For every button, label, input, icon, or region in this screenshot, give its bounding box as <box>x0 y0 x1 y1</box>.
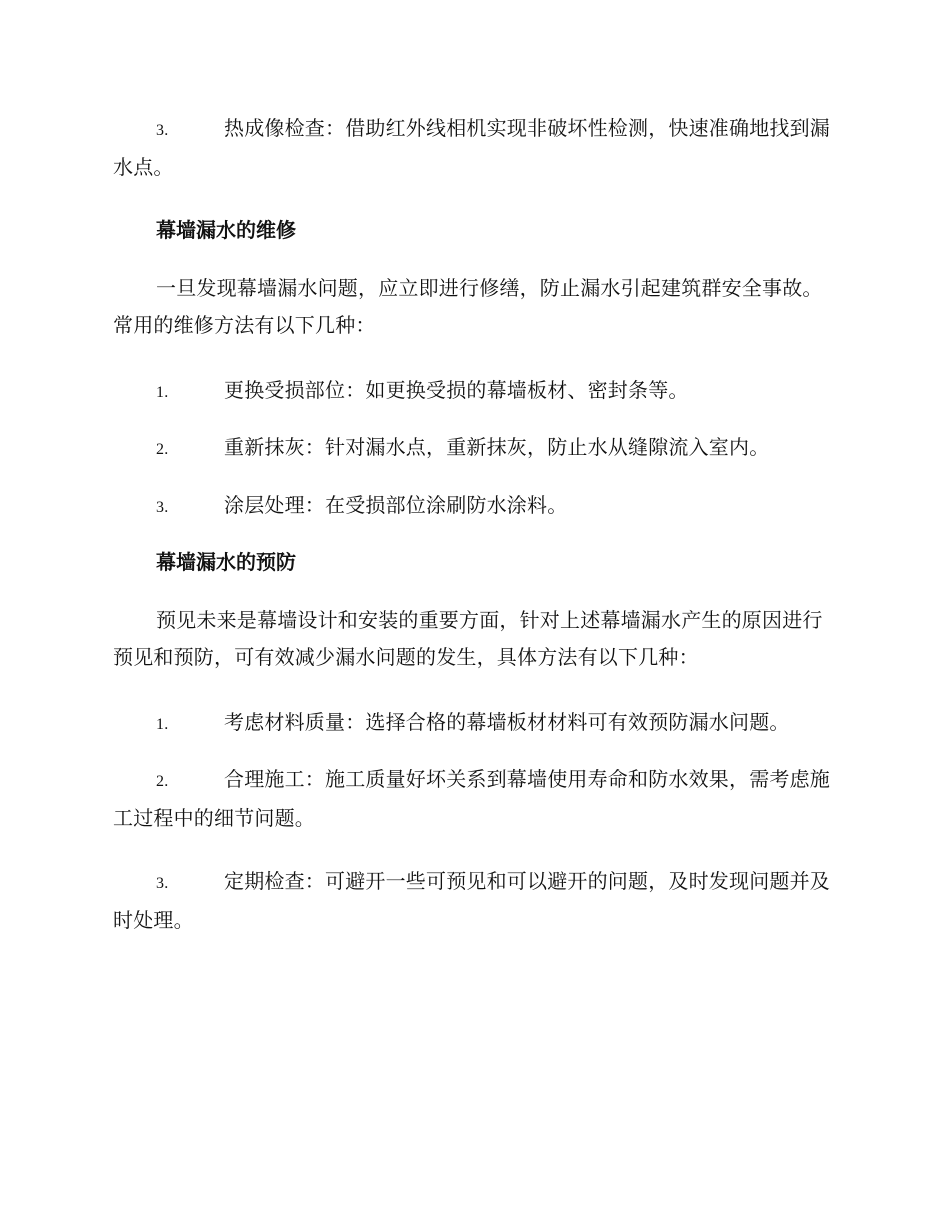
list-item <box>113 487 835 526</box>
section-heading-repair: 幕墙漏水的维修 <box>156 218 296 242</box>
paragraph-prevention-intro: 预见未来是幕墙设计和安装的重要方面，针对上述幕墙漏水产生的原因进行预见和预防，可有效减少漏水问题的发生，具体方法有以下几种： <box>113 608 823 669</box>
list-number: 3. <box>156 499 169 516</box>
list-text: 考虑材料质量：选择合格的幕墙板材材料可有效预防漏水问题。 <box>224 710 790 734</box>
list-text: 重新抹灰：针对漏水点，重新抹灰，防止水从缝隙流入室内。 <box>224 435 770 459</box>
list-text: 更换受损部位：如更换受损的幕墙板材、密封条等。 <box>224 378 689 402</box>
list-number: 1. <box>156 716 169 733</box>
section-heading-prevention: 幕墙漏水的预防 <box>156 550 296 574</box>
list-text: 涂层处理：在受损部位涂刷防水涂料。 <box>224 493 568 517</box>
list-item <box>113 429 835 468</box>
list-item <box>113 110 835 186</box>
list-item <box>113 761 835 837</box>
list-text: 定期检查：可避开一些可预见和可以避开的问题，及时发现问题并及时处理。 <box>113 869 830 932</box>
list-text: 合理施工：施工质量好坏关系到幕墙使用寿命和防水效果，需考虑施工过程中的细节问题。 <box>113 767 830 830</box>
list-text: 热成像检查：借助红外线相机实现非破坏性检测，快速准确地找到漏水点。 <box>113 116 830 179</box>
list-item <box>113 704 835 743</box>
paragraph-repair-intro: 一旦发现幕墙漏水问题，应立即进行修缮，防止漏水引起建筑群安全事故。常用的维修方法有以下几种： <box>113 276 823 337</box>
list-number: 3. <box>156 875 169 892</box>
list-item <box>113 863 835 939</box>
list-number: 1. <box>156 384 169 401</box>
list-number: 2. <box>156 773 169 790</box>
list-item <box>113 372 835 411</box>
list-number: 2. <box>156 441 169 458</box>
list-number: 3. <box>156 122 169 139</box>
